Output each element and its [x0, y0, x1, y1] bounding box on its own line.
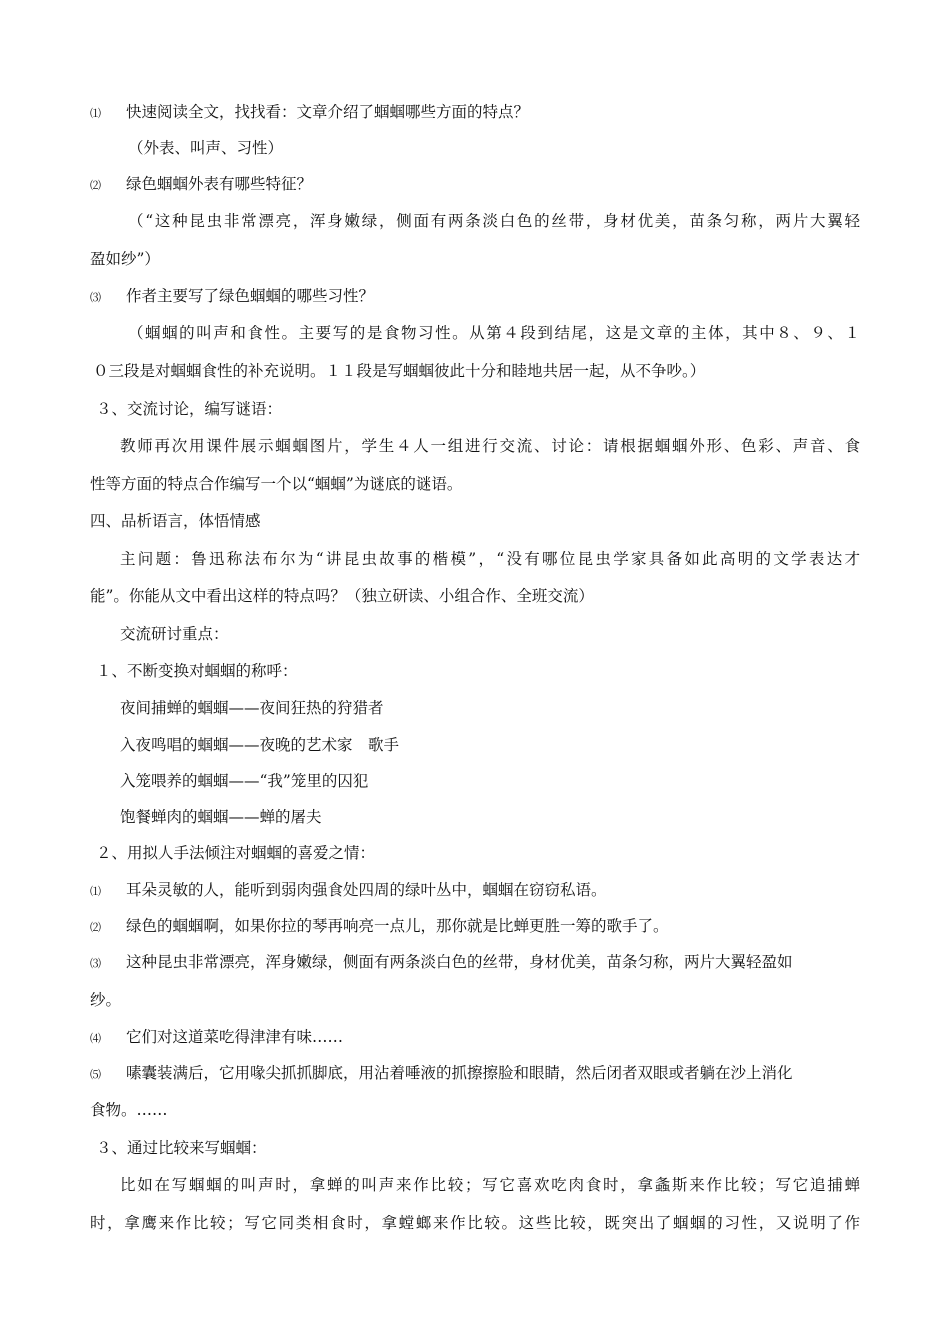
list-item: 夜间捕蝉的蝈蝈——夜间狂热的狩猎者 [120, 699, 384, 717]
point-3-heading: ３、通过比较来写蝈蝈： [96, 1139, 267, 1157]
answer-2-line-2: 盈如纱”） [90, 250, 160, 268]
list-number: ⑴ [90, 107, 101, 120]
list-item [90, 880, 860, 902]
answer-3-line-2: ０三段是对蝈蝈食性的补充说明。１１段是写蝈蝈彼此十分和睦地共居一起，从不争吵。） [93, 362, 706, 380]
list-number: ⑴ [90, 885, 101, 898]
list-item: 饱餐蝉肉的蝈蝈——蝉的屠夫 [120, 808, 322, 826]
list-item [90, 1027, 860, 1049]
list-number: ⑵ [90, 921, 101, 934]
section-4-heading: 四、品析语言，体悟情感 [90, 512, 261, 530]
question-text: 绿色蝈蝈外表有哪些特征？ [126, 175, 313, 193]
section-3-para-line-2: 性等方面的特点合作编写一个以“蝈蝈”为谜底的谜语。 [90, 475, 463, 493]
list-item: 入笼喂养的蝈蝈——“我”笼里的囚犯 [120, 772, 369, 790]
list-item-text: 绿色的蝈蝈啊，如果你拉的琴再响亮一点儿，那你就是比蝉更胜一筹的歌手了。 [126, 917, 669, 935]
section-3-para-line-1: 教师再次用课件展示蝈蝈图片，学生４人一组进行交流、讨论：请根据蝈蝈外形、色彩、声音、食 [120, 437, 860, 455]
answer-3-line-1: （蝈蝈的叫声和食性。主要写的是食物习性。从第４段到结尾，这是文章的主体，其中８、９、１ [128, 324, 860, 342]
list-item-continuation: 食物。…… [90, 1101, 168, 1119]
point-1-heading: １、不断变换对蝈蝈的称呼： [96, 662, 298, 680]
list-item-text: 嗉囊装满后，它用喙尖抓抓脚底，用沾着唾液的抓擦擦脸和眼睛，然后闭者双眼或者躺在沙上消化 [126, 1064, 793, 1082]
question-text: 快速阅读全文，找找看：文章介绍了蝈蝈哪些方面的特点？ [126, 103, 530, 121]
list-number: ⑵ [90, 179, 101, 192]
list-number: ⑸ [90, 1068, 101, 1081]
answer-2-line-1: （“这种昆虫非常漂亮，浑身嫩绿，侧面有两条淡白色的丝带，身材优美，苗条匀称，两片大翼轻 [128, 212, 860, 230]
list-item: 入夜鸣唱的蝈蝈——夜晚的艺术家 歌手 [120, 736, 400, 754]
point-3-para-line-1: 比如在写蝈蝈的叫声时，拿蝉的叫声来作比较；写它喜欢吃肉食时，拿螽斯来作比较；写它追捕蝉 [120, 1176, 860, 1194]
list-number: ⑶ [90, 957, 101, 970]
section-4-para-line-3: 交流研讨重点： [120, 625, 229, 643]
section-4-para-line-1: 主问题：鲁迅称法布尔为“讲昆虫故事的楷模”，“没有哪位昆虫学家具备如此高明的文学表达才 [120, 550, 860, 568]
list-number: ⑶ [90, 291, 101, 304]
list-item-text: 耳朵灵敏的人，能听到弱肉强食处四周的绿叶丛中，蝈蝈在窃窃私语。 [126, 881, 607, 899]
list-item [90, 1063, 860, 1085]
list-number: ⑷ [90, 1032, 101, 1045]
list-item-text: 它们对这道菜吃得津津有味…… [126, 1028, 344, 1046]
question-2 [90, 174, 860, 196]
list-item-text: 这种昆虫非常漂亮，浑身嫩绿，侧面有两条淡白色的丝带，身材优美，苗条匀称，两片大翼轻盈如 [126, 953, 793, 971]
point-3-para-line-2: 时，拿鹰来作比较；写它同类相食时，拿螳螂来作比较。这些比较，既突出了蝈蝈的习性，又说明了作 [90, 1214, 860, 1232]
answer-1: （外表、叫声、习性） [128, 139, 284, 157]
question-1 [90, 102, 860, 124]
list-item [90, 916, 860, 938]
list-item [90, 952, 860, 974]
list-item-continuation: 纱。 [90, 991, 122, 1009]
section-4-para-line-2: 能”。你能从文中看出这样的特点吗？（独立研读、小组合作、全班交流） [90, 587, 594, 605]
question-3 [90, 286, 860, 308]
question-text: 作者主要写了绿色蝈蝈的哪些习性？ [126, 287, 375, 305]
point-2-heading: ２、用拟人手法倾注对蝈蝈的喜爱之情： [96, 844, 376, 862]
section-3-heading: ３、交流讨论，编写谜语： [96, 400, 283, 418]
